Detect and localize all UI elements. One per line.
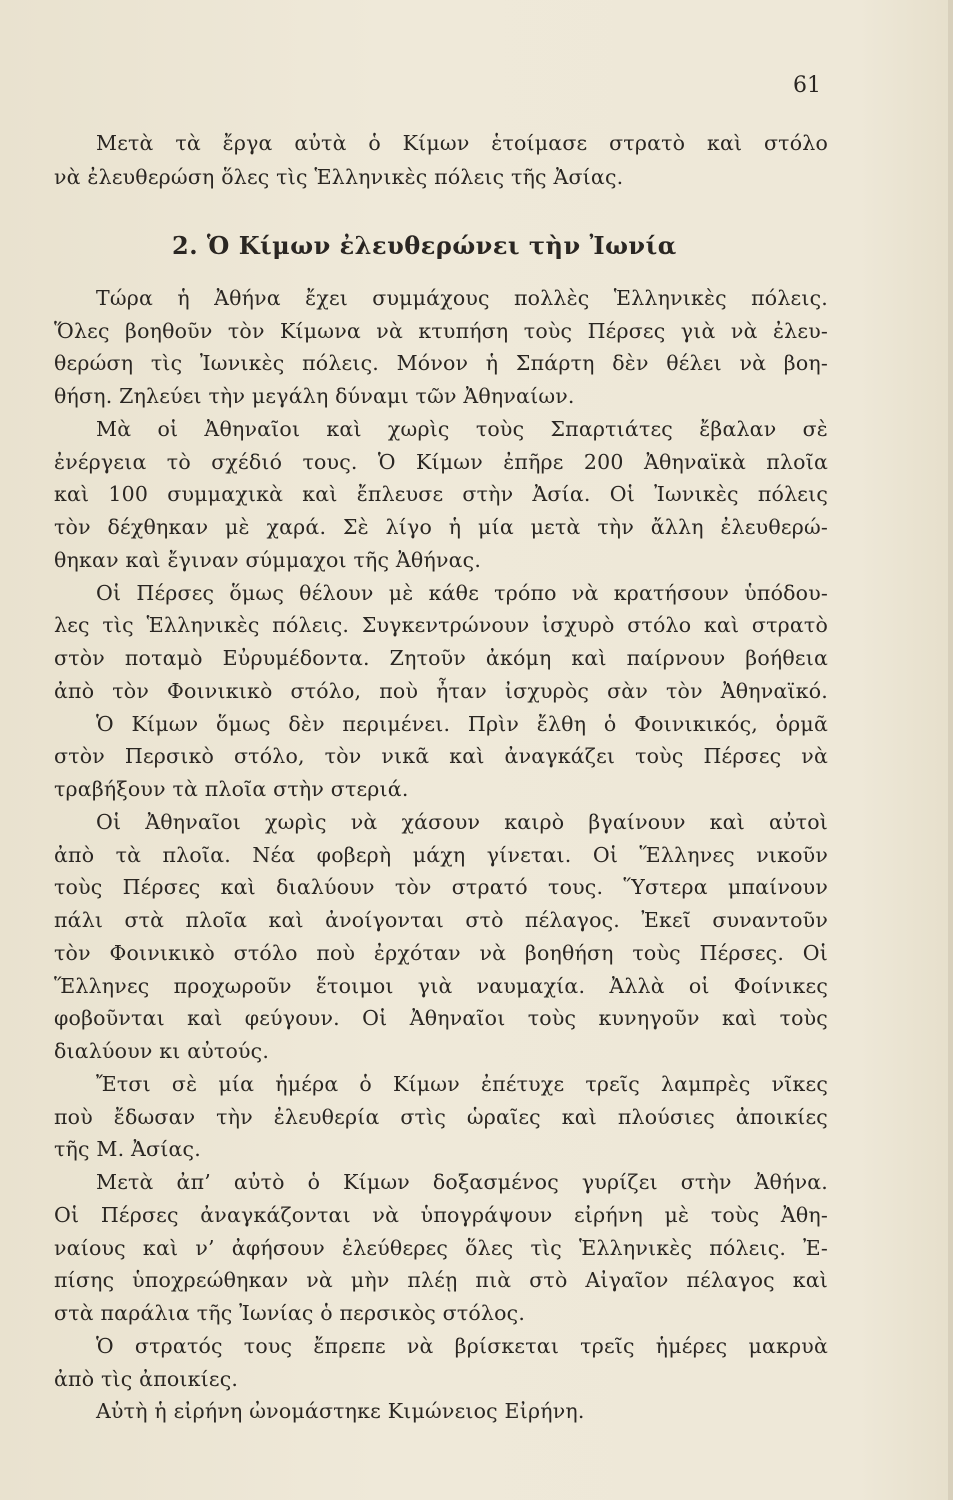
- text-line-6: θήση. Ζηλεύει τὴν μεγάλη δύναμι τῶν Ἀθηναίων.: [54, 384, 575, 408]
- text-line-21: τοὺς Πέρσες καὶ διαλύουν τὸν στρατό τους. Ὕστερα μπαίνουν: [54, 875, 828, 899]
- text-line-3: Τώρα ἡ Ἀθήνα ἔχει συμμάχους πολλὲς Ἑλληνικὲς πόλεις.: [96, 286, 828, 310]
- text-line-35: Ὁ στρατός τους ἔπρεπε νὰ βρίσκεται τρεῖς ἡμέρες μακρυὰ: [96, 1334, 828, 1358]
- text-line-28: ποὺ ἔδωσαν τὴν ἐλευθερία στὶς ὡραῖες καὶ πλούσιες ἀποικίες: [54, 1105, 828, 1129]
- text-line-18: τραβήξουν τὰ πλοῖα στὴν στεριά.: [54, 777, 409, 801]
- text-line-5: θερώση τὶς Ἰωνικὲς πόλεις. Μόνον ἡ Σπάρτη δὲν θέλει νὰ βοη-: [54, 351, 828, 375]
- text-line-4: Ὅλες βοηθοῦν τὸν Κίμωνα νὰ κτυπήση τοὺς Πέρσες γιὰ νὰ ἐλευ-: [54, 319, 828, 343]
- text-line-17: στὸν Περσικὸ στόλο, τὸν νικᾶ καὶ ἀναγκάζει τοὺς Πέρσες νὰ: [54, 744, 828, 768]
- text-line-25: φοβοῦνται καὶ φεύγουν. Οἱ Ἀθηναῖοι τοὺς κυνηγοῦν καὶ τοὺς: [54, 1006, 828, 1030]
- text-line-31: Οἱ Πέρσες ἀναγκάζονται νὰ ὑπογράψουν εἰρήνη μὲ τοὺς Ἀθη-: [54, 1203, 828, 1227]
- text-line-36: ἀπὸ τὶς ἀποικίες.: [54, 1367, 239, 1391]
- text-line-10: τὸν δέχθηκαν μὲ χαρά. Σὲ λίγο ἡ μία μετὰ τὴν ἄλλη ἐλευθερώ-: [54, 515, 828, 539]
- text-line-8: ἐνέργεια τὸ σχέδιό τους. Ὁ Κίμων ἐπῆρε 200 Ἀθηναϊκὰ πλοῖα: [54, 450, 828, 474]
- text-line-2: νὰ ἐλευθερώση ὅλες τὶς Ἑλληνικὲς πόλεις τῆς Ἀσίας.: [54, 165, 624, 189]
- text-line-29: τῆς Μ. Ἀσίας.: [54, 1137, 201, 1161]
- text-line-32: ναίους καὶ ν’ ἀφήσουν ἐλεύθερες ὅλες τὶς Ἑλληνικὲς πόλεις. Ἐ-: [54, 1236, 828, 1260]
- text-line-11: θηκαν καὶ ἔγιναν σύμμαχοι τῆς Ἀθήνας.: [54, 548, 482, 572]
- text-line-9: καὶ 100 συμμαχικὰ καὶ ἔπλευσε στὴν Ἀσία. Οἱ Ἰωνικὲς πόλεις: [54, 482, 828, 506]
- text-line-7: Μὰ οἱ Ἀθηναῖοι καὶ χωρὶς τοὺς Σπαρτιάτες ἔβαλαν σὲ: [96, 417, 828, 441]
- text-line-12: Οἱ Πέρσες ὅμως θέλουν μὲ κάθε τρόπο νὰ κρατήσουν ὑπόδου-: [96, 581, 828, 605]
- text-line-19: Οἱ Ἀθηναῖοι χωρὶς νὰ χάσουν καιρὸ βγαίνουν καὶ αὐτοὶ: [96, 810, 828, 834]
- section-heading: 2. Ὁ Κίμων ἐλευθερώνει τὴν Ἰωνία: [172, 231, 677, 260]
- text-line-14: στὸν ποταμὸ Εὐρυμέδοντα. Ζητοῦν ἀκόμη καὶ παίρνουν βοήθεια: [54, 646, 828, 670]
- text-line-26: διαλύουν κι αὐτούς.: [54, 1039, 270, 1063]
- text-line-20: ἀπὸ τὰ πλοῖα. Νέα φοβερὴ μάχη γίνεται. Οἱ Ἕλληνες νικοῦν: [54, 843, 828, 867]
- text-line-15: ἀπὸ τὸν Φοινικικὸ στόλο, ποὺ ἦταν ἰσχυρὸς σὰν τὸν Ἀθηναϊκό.: [54, 679, 828, 703]
- text-line-33: πίσης ὑποχρεώθηκαν νὰ μὴν πλέῃ πιὰ στὸ Αἰγαῖον πέλαγος καὶ: [54, 1268, 828, 1292]
- text-line-37: Αὐτὴ ἡ εἰρήνη ὠνομάστηκε Κιμώνειος Εἰρήνη.: [96, 1399, 585, 1423]
- text-line-27: Ἔτσι σὲ μία ἡμέρα ὁ Κίμων ἐπέτυχε τρεῖς λαμπρὲς νῖκες: [96, 1072, 828, 1096]
- page-number: 61: [793, 73, 821, 98]
- text-line-24: Ἕλληνες προχωροῦν ἕτοιμοι γιὰ ναυμαχία. Ἀλλὰ οἱ Φοίνικες: [54, 974, 828, 998]
- text-line-22: πάλι στὰ πλοῖα καὶ ἀνοίγονται στὸ πέλαγος. Ἐκεῖ συναντοῦν: [54, 908, 828, 932]
- text-line-23: τὸν Φοινικικὸ στόλο ποὺ ἐρχόταν νὰ βοηθήση τοὺς Πέρσες. Οἱ: [54, 941, 828, 965]
- text-line-34: στὰ παράλια τῆς Ἰωνίας ὁ περσικὸς στόλος.: [54, 1301, 526, 1325]
- page-edge: [948, 0, 953, 1500]
- text-line-30: Μετὰ ἀπ’ αὐτὸ ὁ Κίμων δοξασμένος γυρίζει στὴν Ἀθήνα.: [96, 1170, 828, 1194]
- text-line-1: Μετὰ τὰ ἔργα αὐτὰ ὁ Κίμων ἑτοίμασε στρατὸ καὶ στόλο: [96, 131, 828, 155]
- text-line-13: λες τὶς Ἑλληνικὲς πόλεις. Συγκεντρώνουν ἰσχυρὸ στόλο καὶ στρατὸ: [54, 613, 828, 637]
- text-line-16: Ὁ Κίμων ὅμως δὲν περιμένει. Πρὶν ἔλθη ὁ Φοινικικός, ὁρμᾶ: [96, 712, 828, 736]
